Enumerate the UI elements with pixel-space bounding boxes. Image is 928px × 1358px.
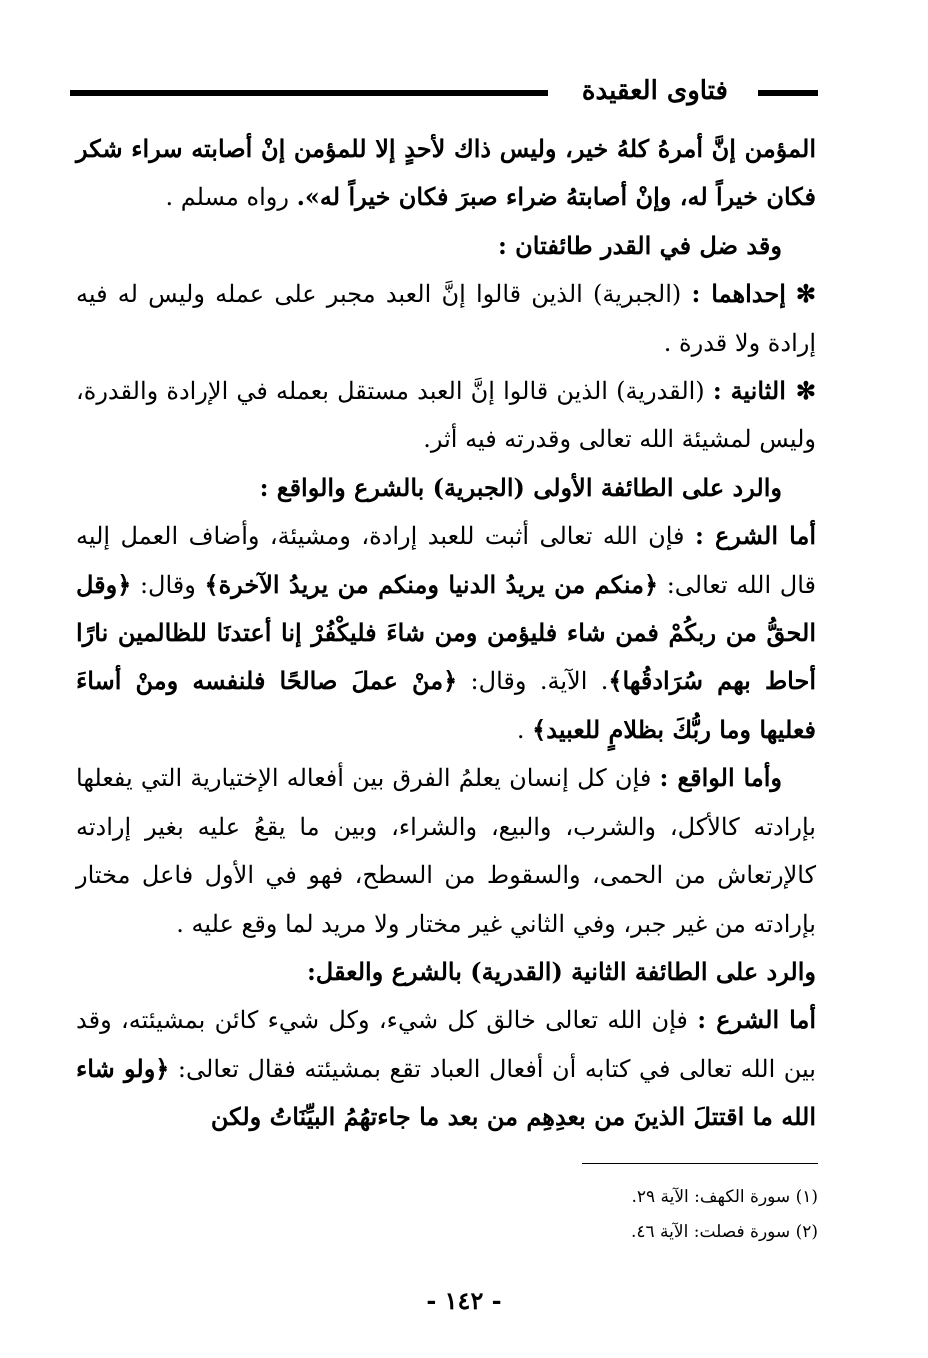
running-header [70, 68, 818, 114]
quran-verse-1: ﴿منكم من يريدُ الدنيا ومنكم من يريدُ الآخرة﴾ [204, 569, 659, 599]
footnote-divider [582, 1163, 818, 1164]
second-group-label: الثانية : [712, 376, 786, 406]
footnote-2: (٢) سورة فصلت: الآية ٤٦. [630, 1222, 818, 1242]
header-title: فتاوى العقيدة [581, 76, 728, 106]
shar-text-a: فإن الله تعالى أثبت للعبد إرادة، ومشيئة، وأضاف العمل إليه قال الله تعالى: [76, 522, 817, 599]
heading-reply-second-group: والرد على الطائفة الثانية (القدرية) بالشرع والعقل: [306, 956, 816, 986]
footnotes [418, 1180, 818, 1250]
shar-label-2: أما الشرع : [697, 1005, 817, 1035]
page-number: - ١٤٢ - [426, 1286, 502, 1315]
reality-label: وأما الواقع : [659, 763, 782, 793]
hadith-text: المؤمن إنَّ أمرهُ كلهُ خير، وليس ذاك لأحدٍ إلا للمؤمن إنْ أصابته سراء شكر فكان خيراً له، وإنْ أصابتهُ ضراء صبرَ فكان خيراً له». [76, 134, 816, 212]
shar-label: أما الشرع : [694, 521, 817, 551]
paragraph-reality-evidence [76, 754, 816, 948]
second-group-text: (القدرية) الذين قالوا إنَّ العبد مستقل بعمله في الإرادة والقدرة، وليس لمشيئة الله تعالى وقدرته فيه أثر. [76, 377, 816, 454]
shar-text-d: . [516, 715, 533, 744]
shar-text-2: فإن الله تعالى خالق كل شيء، وكل شيء كائن بمشيئته، وقد بين الله تعالى في كتابه أن أفعال العباد تقع بمشيئته فقال تعالى: [76, 1006, 816, 1083]
first-group-text: (الجبرية) الذين قالوا إنَّ العبد مجبر على عمله وليس له فيه إرادة ولا قدرة . [76, 280, 816, 357]
header-rule-long [70, 90, 548, 96]
quran-verse-4: ﴿ولو شاء الله ما اقتتلَ الذينَ من بعدِهِم من بعد ما جاءتهُمُ البيِّنَاتُ ولكن [76, 1053, 816, 1132]
quran-verse-3: ﴿منْ عملَ صالحًا فلنفسه ومنْ أساءَ فعليها وما ربُّكَ بظلامٍ للعبيد﴾ [76, 666, 816, 744]
quran-verse-2: ﴿وقل الحقُّ من ربكُمْ فمن شاء فليؤمن ومن شاءَ فليكْفُرْ إنا أعتدنَا للظالمين نارًا أحاط بهم سُرَادقُها﴾ [76, 569, 816, 696]
shar-text-b: وقال: [131, 570, 205, 599]
shar-text-c: . الآية. وقال: [457, 667, 609, 696]
first-group-label: إحداهما : [691, 279, 786, 309]
footnote-1: (١) سورة الكهف: الآية ٢٩. [631, 1187, 818, 1207]
header-rule-short [758, 90, 818, 96]
paragraph-shar-evidence [76, 512, 816, 754]
paragraph-hadith-end [76, 125, 816, 222]
asterisk-bullet-icon: ✻ [795, 279, 816, 309]
asterisk-bullet-icon: ✻ [795, 376, 816, 406]
paragraph-two-groups: وقد ضل في القدر طائفتان : [497, 230, 782, 260]
paragraph-first-group [76, 270, 816, 367]
reality-text: فإن كل إنسان يعلمُ الفرق بين أفعاله الإختيارية التي يفعلها بإرادته كالأكل، والشرب، والبيع، والشراء، وبين ما يقعُ عليه بغير إرادته كالإرتعاش من الحمى، والسقوط من السطح، فهو في الأول فاعل مختار بإرادته من غير جبر، وفي الثاني غير مختار ولا مريد لما وقع عليه . [76, 764, 816, 938]
paragraph-shar-evidence-2 [76, 996, 816, 1141]
paragraph-second-group [76, 367, 816, 464]
heading-reply-first-group: والرد على الطائفة الأولى (الجبرية) بالشرع والواقع : [259, 472, 782, 502]
page-body [76, 125, 816, 1142]
hadith-source: رواه مسلم . [165, 183, 297, 212]
